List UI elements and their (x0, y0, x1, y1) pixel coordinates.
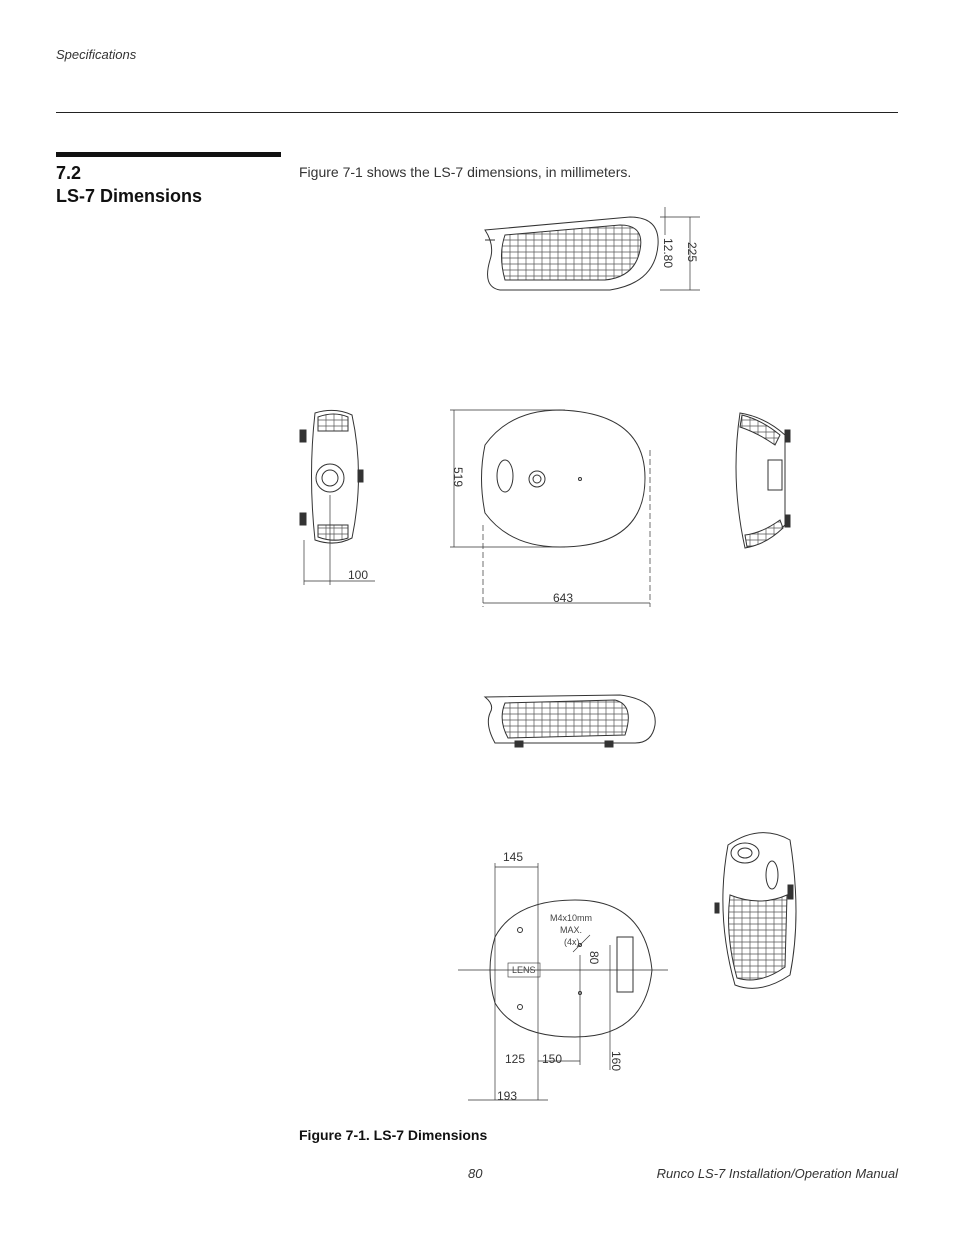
figure-caption: Figure 7-1. LS-7 Dimensions (299, 1127, 488, 1143)
dim-mount-193: 193 (497, 1089, 518, 1103)
front-view (300, 410, 375, 585)
section-title: LS-7 Dimensions (56, 186, 203, 206)
dim-mount-150: 150 (542, 1052, 563, 1066)
lens-label: LENS (512, 965, 536, 975)
section-bar (56, 152, 281, 157)
dim-mount-160: 160 (609, 1051, 623, 1072)
dim-height: 225 (685, 242, 699, 263)
dim-mount-125: 125 (505, 1052, 526, 1066)
mount-note-2: MAX. (560, 925, 583, 935)
dim-depth: 519 (451, 467, 465, 488)
intro-paragraph: Figure 7-1 shows the LS-7 dimensions, in millimeters. (299, 164, 632, 180)
mount-note-3: (4x) (564, 937, 580, 947)
footer-title: Runco LS-7 Installation/Operation Manual (656, 1166, 898, 1181)
dimension-drawings (290, 195, 890, 1120)
dim-lens-offset: 100 (348, 568, 369, 582)
dim-mount-80: 80 (587, 951, 601, 965)
isometric-view (715, 833, 796, 989)
side-view-bottom (485, 695, 655, 747)
page-number: 80 (468, 1166, 483, 1181)
dim-width: 643 (553, 591, 574, 605)
dim-mount-145: 145 (503, 850, 524, 864)
bottom-view (458, 863, 668, 1100)
mount-note-1: M4x10mm (550, 913, 593, 923)
dim-offset-top: 12.80 (661, 238, 675, 269)
top-view (450, 410, 650, 607)
header-rule (56, 112, 898, 113)
dimensions-figure (290, 195, 890, 1120)
rear-view (736, 413, 790, 548)
running-header: Specifications (56, 47, 137, 62)
section-number: 7.2 (56, 163, 82, 183)
